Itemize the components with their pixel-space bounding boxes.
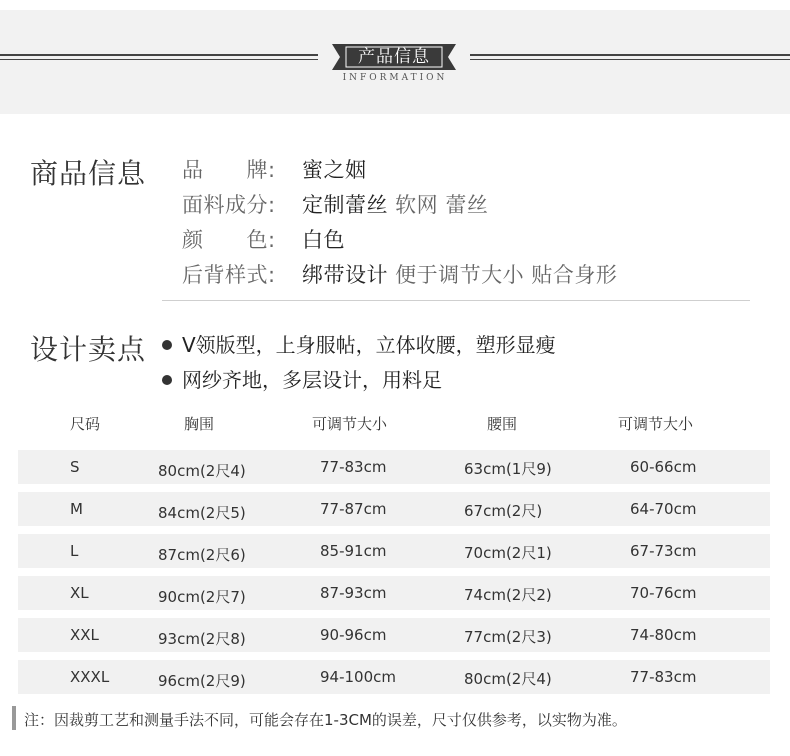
- design-point: [162, 329, 556, 358]
- table-cell-waist-adjust: 64-70cm: [630, 500, 697, 518]
- info-value: 定制蕾丝: [302, 193, 388, 217]
- header-rule-left-bottom: [0, 59, 318, 60]
- table-cell-waist-adjust: 74-80cm: [630, 626, 697, 644]
- footnote: 注：因裁剪工艺和测量手法不同，可能会存在1-3CM的误差，尺寸仅供参考，以实物为准。: [24, 711, 627, 729]
- table-header-bust-adjust: 可调节大小: [312, 415, 388, 433]
- table-cell-waist: 74cm(2尺2): [464, 586, 552, 604]
- header-subtitle: INFORMATION: [342, 73, 448, 83]
- table-cell-bust: 96cm(2尺9): [158, 672, 246, 690]
- info-value: 绑带设计: [302, 263, 388, 287]
- table-cell-waist: 70cm(2尺1): [464, 544, 552, 562]
- table-cell-waist-adjust: 60-66cm: [630, 458, 697, 476]
- info-row-color: [182, 224, 345, 254]
- info-extra: 便于调节大小 贴合身形: [388, 263, 618, 287]
- table-cell-waist: 77cm(2尺3): [464, 628, 552, 646]
- section-divider: [162, 300, 750, 301]
- header-title-box: [332, 44, 456, 70]
- info-label: 面料成分:: [182, 193, 276, 217]
- design-heading: 设计卖点: [30, 333, 147, 366]
- table-header-waist-adjust: 可调节大小: [618, 415, 694, 433]
- header-rule-right-bottom: [470, 59, 790, 60]
- table-cell-size: XXXL: [70, 668, 110, 686]
- product-info-heading: 商品信息: [30, 157, 147, 190]
- table-cell-bust: 93cm(2尺8): [158, 630, 246, 648]
- info-label: 品 牌:: [182, 158, 276, 182]
- table-cell-size: XL: [70, 584, 89, 602]
- info-row-back-style: [182, 259, 617, 289]
- table-cell-bust: 87cm(2尺6): [158, 546, 246, 564]
- table-cell-bust: 90cm(2尺7): [158, 588, 246, 606]
- table-cell-bust-adjust: 77-87cm: [320, 500, 387, 518]
- table-cell-bust-adjust: 85-91cm: [320, 542, 387, 560]
- info-extra: 软网 蕾丝: [388, 193, 489, 217]
- table-cell-waist-adjust: 70-76cm: [630, 584, 697, 602]
- table-cell-waist-adjust: 77-83cm: [630, 668, 697, 686]
- design-point-text: V领版型，上身服帖，立体收腰，塑形显瘦: [182, 333, 556, 357]
- table-cell-waist: 80cm(2尺4): [464, 670, 552, 688]
- table-header-size: 尺码: [70, 415, 101, 433]
- header-rule-left-top: [0, 54, 318, 56]
- table-cell-bust-adjust: 90-96cm: [320, 626, 387, 644]
- info-row-fabric: [182, 189, 488, 219]
- table-cell-bust-adjust: 77-83cm: [320, 458, 387, 476]
- table-cell-size: L: [70, 542, 79, 560]
- table-cell-size: S: [70, 458, 80, 476]
- design-point: [162, 364, 442, 393]
- header-title: 产品信息: [358, 47, 430, 67]
- table-cell-bust: 84cm(2尺5): [158, 504, 246, 522]
- table-cell-waist-adjust: 67-73cm: [630, 542, 697, 560]
- info-value: 蜜之姻: [302, 158, 367, 182]
- note-accent-bar: [12, 706, 16, 730]
- bullet-dot-icon: [162, 375, 172, 385]
- table-header-waist: 腰围: [487, 415, 518, 433]
- table-cell-bust-adjust: 94-100cm: [320, 668, 396, 686]
- info-label: 颜 色:: [182, 228, 276, 252]
- table-cell-waist: 63cm(1尺9): [464, 460, 552, 478]
- info-label: 后背样式:: [182, 263, 276, 287]
- bullet-dot-icon: [162, 340, 172, 350]
- table-cell-size: XXL: [70, 626, 99, 644]
- header-rule-right-top: [470, 54, 790, 56]
- table-cell-size: M: [70, 500, 83, 518]
- info-value: 白色: [302, 228, 345, 252]
- table-cell-waist: 67cm(2尺): [464, 502, 543, 520]
- design-point-text: 网纱齐地，多层设计，用料足: [182, 368, 442, 392]
- table-cell-bust: 80cm(2尺4): [158, 462, 246, 480]
- info-row-brand: [182, 154, 367, 184]
- table-header-bust: 胸围: [184, 415, 215, 433]
- table-cell-bust-adjust: 87-93cm: [320, 584, 387, 602]
